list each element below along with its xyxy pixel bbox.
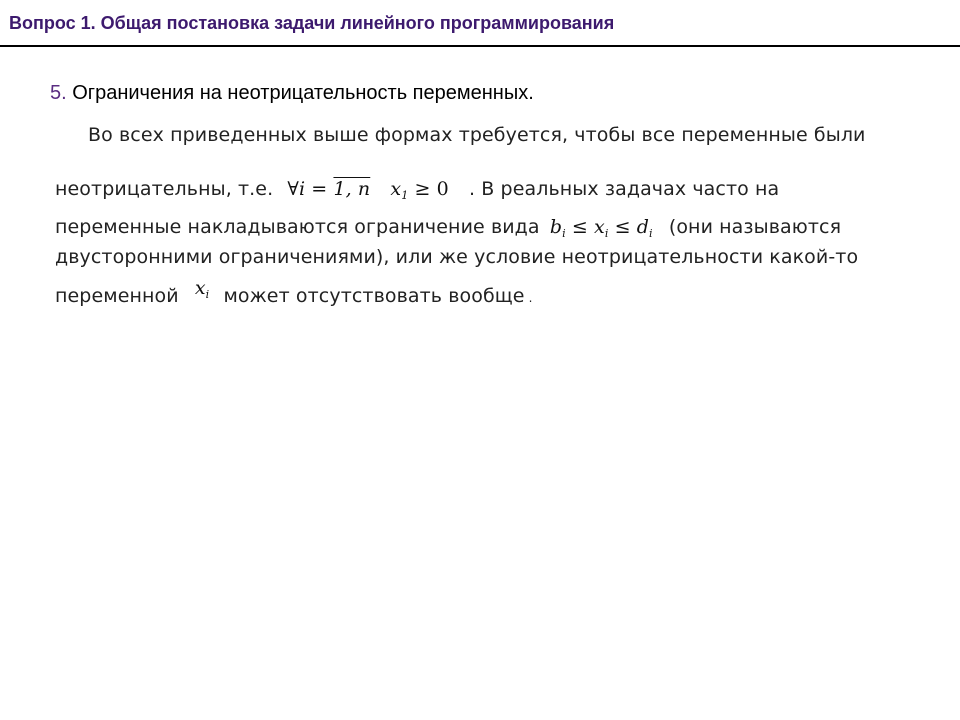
- x-variable: x: [390, 178, 402, 200]
- index-range: 1, n: [333, 178, 371, 200]
- body-line-3-start: переменные накладываются ограничение вида: [55, 216, 540, 238]
- body-line-5-dot: .: [528, 291, 533, 305]
- leq-sign-2: ≤: [608, 216, 637, 238]
- b-variable: b: [549, 216, 563, 238]
- xi-subscript: i: [604, 227, 609, 240]
- point-number: 5.: [50, 82, 67, 104]
- title-divider: [0, 45, 960, 47]
- b-subscript: i: [562, 227, 566, 240]
- d-variable: d: [636, 216, 650, 238]
- x-subscript: 1: [401, 189, 409, 202]
- xi-variable-2: x: [194, 277, 206, 299]
- xi-subscript-2: i: [205, 288, 210, 301]
- forall-symbol: ∀: [287, 178, 299, 200]
- body-line-2: [55, 178, 779, 202]
- body-line-3-end: (они называются: [668, 216, 842, 238]
- body-line-2-start: неотрицательны, т.е.: [55, 178, 274, 200]
- xi-formula: [195, 277, 209, 299]
- point-heading-text: Ограничения на неотрицательность переменных.: [66, 82, 534, 104]
- geq-zero: ≥ 0: [408, 178, 449, 200]
- slide-title: Вопрос 1. Общая постановка задачи линейного программирования: [9, 13, 615, 33]
- body-line-5-start: переменной: [55, 285, 179, 307]
- nonneg-formula: [390, 178, 448, 200]
- body-line-1: Во всех приведенных выше формах требуется, чтобы все переменные были: [88, 124, 866, 146]
- index-variable: i: [298, 178, 306, 200]
- body-line-5: [55, 277, 533, 309]
- equals-sign: =: [305, 178, 334, 200]
- xi-variable: x: [594, 216, 605, 238]
- forall-formula: [287, 178, 370, 200]
- body-line-4: двусторонними ограничениями), или же условие неотрицательности какой-то: [55, 246, 859, 268]
- bounds-formula: [550, 216, 653, 238]
- d-subscript: i: [649, 227, 653, 240]
- leq-sign-1: ≤: [565, 216, 595, 238]
- body-line-3: [55, 216, 841, 240]
- body-line-5-end: может отсутствовать вообще: [223, 285, 525, 307]
- body-line-2-end: . В реальных задачах часто на: [468, 178, 780, 200]
- point-heading: [50, 82, 534, 105]
